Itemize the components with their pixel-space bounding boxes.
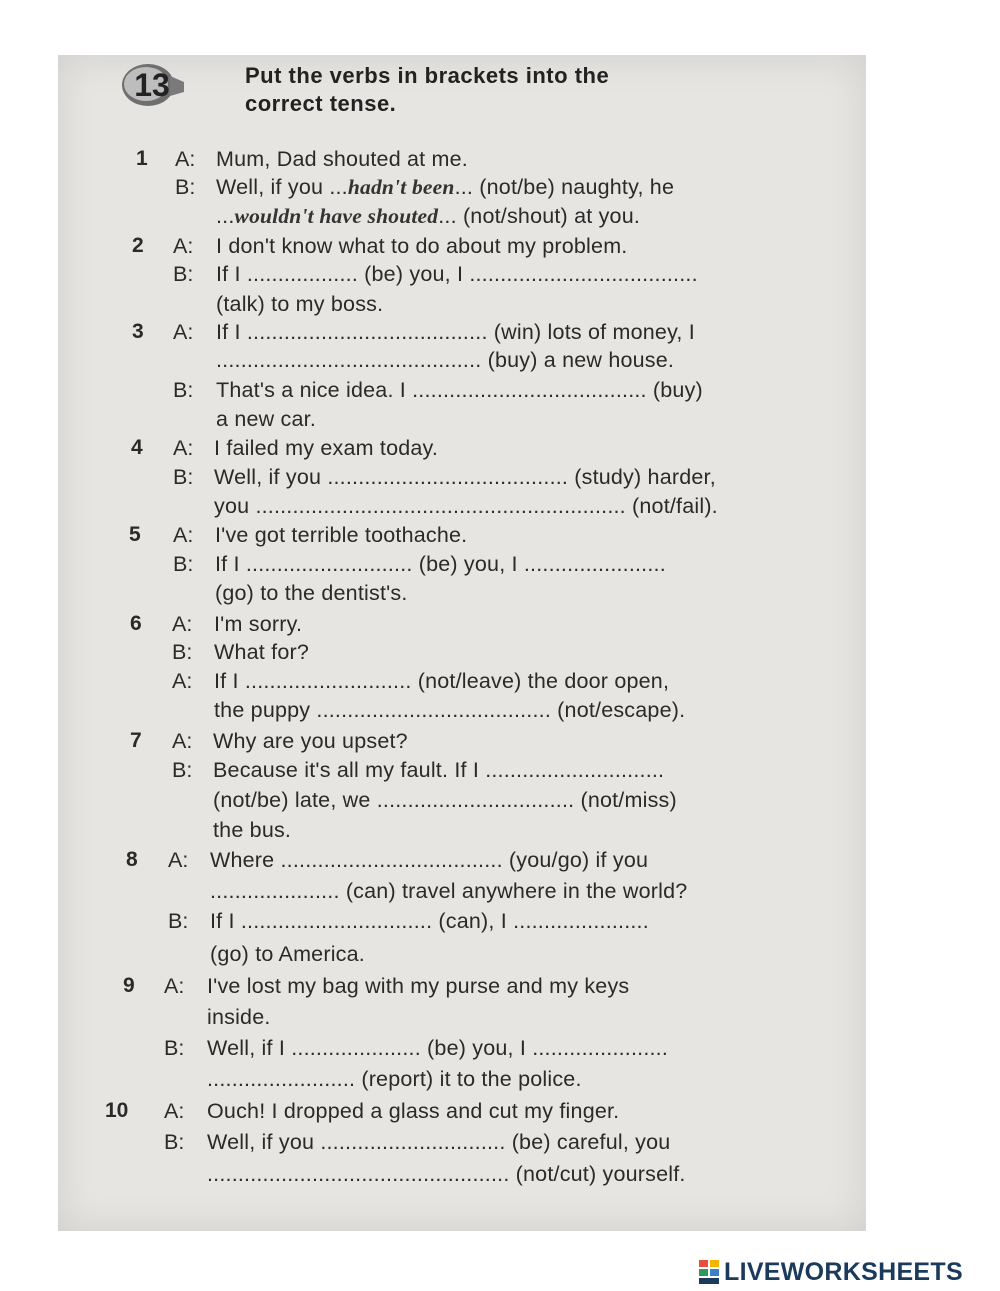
speaker-label: A: [172, 612, 193, 636]
instruction-line-2: correct tense. [245, 91, 397, 116]
dialogue-line: ........................ (report) it to the police. [207, 1067, 582, 1091]
speaker-label: A: [173, 523, 194, 547]
dialogue-line: That's a nice idea. I ...................................... (buy) [216, 378, 703, 402]
line-text-pre: Well, if you ... [216, 175, 348, 199]
speaker-label: B: [173, 465, 194, 489]
dialogue-line [216, 173, 674, 201]
dialogue-line: If I ............................... (can), I ...................... [210, 909, 649, 933]
speaker-label: A: [168, 848, 189, 872]
item-number: 8 [126, 848, 138, 871]
exercise-number: 13 [134, 66, 170, 103]
dialogue-line: What for? [214, 640, 310, 664]
speaker-label: A: [175, 147, 196, 171]
item-number: 2 [132, 234, 144, 257]
dialogue-line: If I .................. (be) you, I ..................................... [216, 262, 698, 286]
dialogue-line: Ouch! I dropped a glass and cut my finger. [207, 1099, 620, 1123]
speaker-label: B: [172, 758, 193, 782]
speaker-label: B: [168, 909, 189, 933]
dialogue-line [216, 202, 640, 230]
speaker-label: B: [164, 1036, 185, 1060]
speaker-label: A: [173, 436, 194, 460]
item-number: 1 [136, 147, 148, 170]
footer-brand [698, 1257, 963, 1287]
item-number: 6 [130, 612, 142, 635]
dialogue-line: Well, if you .............................. (be) careful, you [207, 1130, 671, 1154]
dialogue-line: Mum, Dad shouted at me. [216, 147, 468, 171]
item-number: 4 [131, 436, 143, 459]
dialogue-line: If I ........................... (be) you, I ....................... [215, 552, 666, 576]
dialogue-line: If I ........................... (not/leave) the door open, [214, 669, 670, 693]
speaker-label: A: [164, 974, 185, 998]
dialogue-line: I'm sorry. [214, 612, 303, 636]
speaker-label: B: [164, 1130, 185, 1154]
speaker-label: B: [173, 378, 194, 402]
brand-name: LIVEWORKSHEETS [724, 1257, 963, 1286]
dialogue-line: Where .................................... (you/go) if you [210, 848, 649, 872]
speaker-label: B: [173, 552, 194, 576]
exercise-number-badge [118, 62, 186, 108]
example-answer: wouldn't have shouted [234, 204, 439, 228]
dialogue-line: (talk) to my boss. [216, 292, 384, 316]
item-number: 10 [105, 1099, 129, 1122]
dialogue-line: a new car. [216, 407, 316, 431]
dialogue-line: the bus. [213, 818, 292, 842]
dialogue-line: you ............................................................ (not/fail). [214, 494, 718, 518]
speaker-label: A: [173, 320, 194, 344]
dialogue-line: I've got terrible toothache. [215, 523, 468, 547]
dialogue-line: (go) to the dentist's. [215, 581, 408, 605]
instruction-line-1: Put the verbs in brackets into the [245, 63, 610, 88]
speaker-label: A: [172, 669, 193, 693]
exercise-instruction [245, 62, 609, 118]
dialogue-line: ..................... (can) travel anywhere in the world? [210, 879, 688, 903]
speaker-label: B: [172, 640, 193, 664]
dialogue-line: I've lost my bag with my purse and my keys [207, 974, 630, 998]
item-number: 5 [129, 523, 141, 546]
line-text-post: ... (not/be) naughty, he [454, 175, 675, 199]
dialogue-line: Why are you upset? [213, 729, 408, 753]
dialogue-line: Well, if you ....................................... (study) harder, [214, 465, 716, 489]
dialogue-line: I don't know what to do about my problem. [216, 234, 628, 258]
item-number: 3 [132, 320, 144, 343]
line-text-post: ... (not/shout) at you. [438, 204, 641, 228]
dialogue-line: I failed my exam today. [214, 436, 439, 460]
liveworksheets-logo-icon [698, 1259, 720, 1285]
speaker-label: B: [175, 175, 196, 199]
speaker-label: A: [172, 729, 193, 753]
dialogue-line: inside. [207, 1005, 271, 1029]
dialogue-line: (go) to America. [210, 942, 365, 966]
speaker-label: B: [173, 262, 194, 286]
dialogue-line: (not/be) late, we ................................ (not/miss) [213, 788, 677, 812]
dialogue-line: If I ....................................... (win) lots of money, I [216, 320, 695, 344]
dialogue-line: Well, if I ..................... (be) you, I ...................... [207, 1036, 669, 1060]
line-text-pre: ... [216, 204, 235, 228]
dialogue-line: the puppy ...................................... (not/escape). [214, 698, 686, 722]
speaker-label: A: [164, 1099, 185, 1123]
dialogue-line: ........................................... (buy) a new house. [216, 348, 675, 372]
item-number: 9 [123, 974, 135, 997]
example-answer: hadn't been [347, 175, 455, 199]
dialogue-line: ................................................. (not/cut) yourself. [207, 1162, 686, 1186]
speaker-label: A: [173, 234, 194, 258]
item-number: 7 [130, 729, 142, 752]
dialogue-line: Because it's all my fault. If I ............................. [213, 758, 665, 782]
